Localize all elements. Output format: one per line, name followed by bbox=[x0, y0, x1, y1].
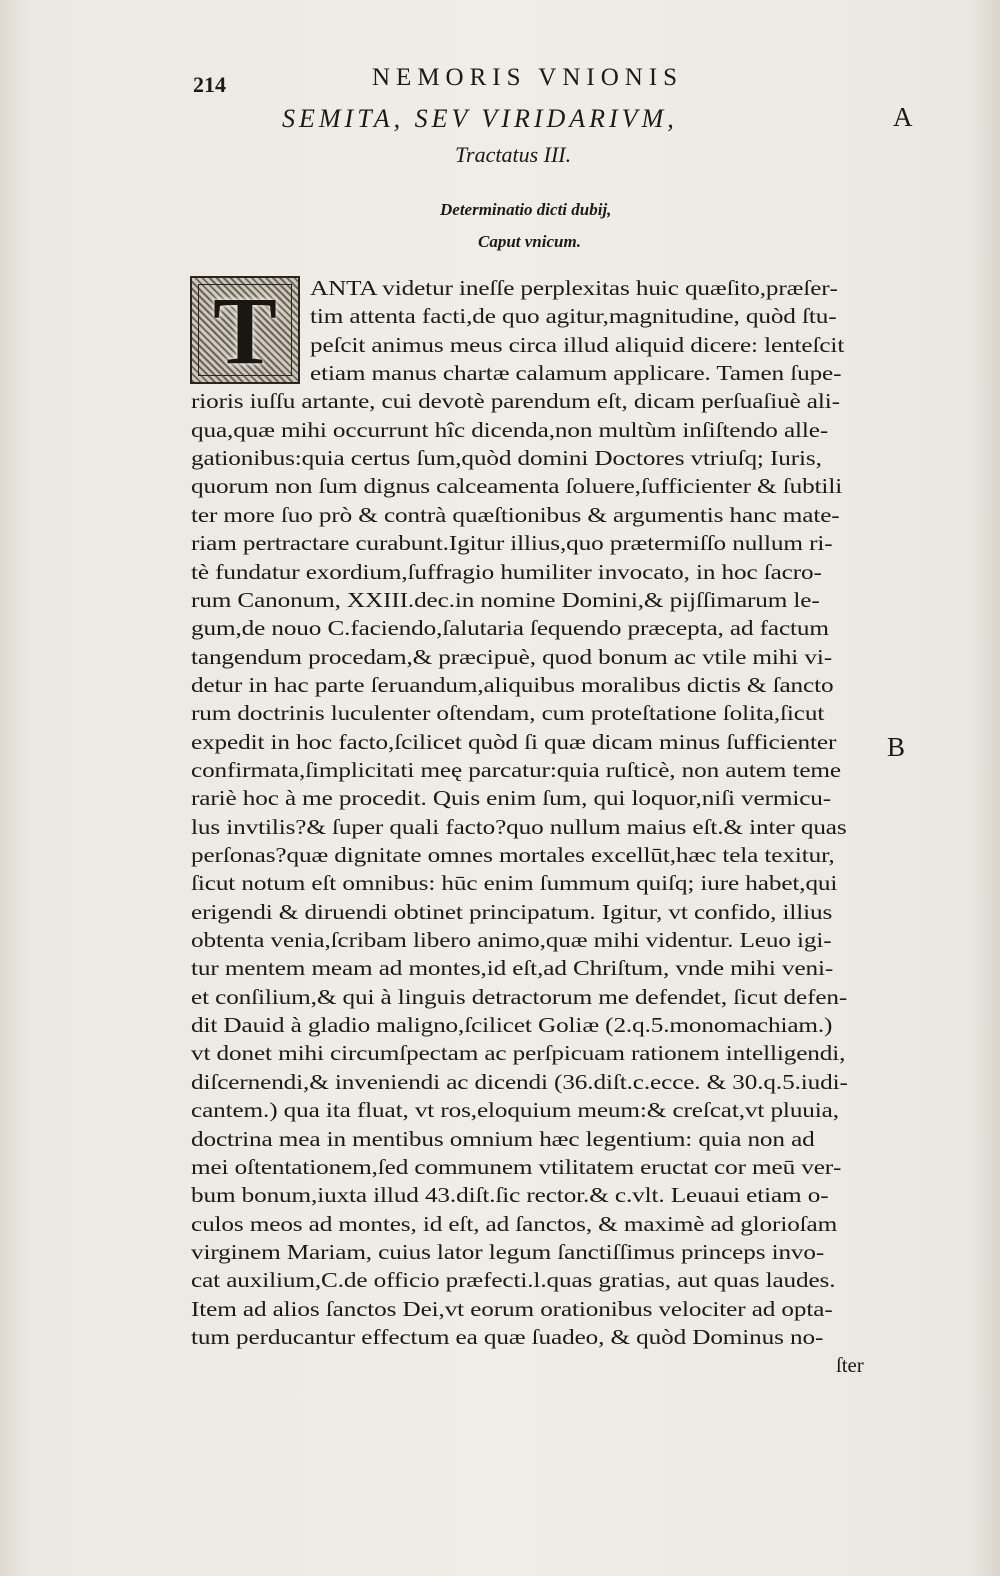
text-line: ſter bbox=[836, 1353, 864, 1378]
text-line: erigendi & diruendi obtinet principatum. Igitur, vt confido, illius bbox=[191, 899, 833, 924]
text-line: rum doctrinis luculenter oſtendam, cum proteſtatione ſolita,ſicut bbox=[191, 701, 825, 726]
treatise-subtitle: Tractatus III. bbox=[455, 142, 572, 167]
text-line: riam pertractare curabunt.Igitur illius,quo prætermiſſo nullum ri‐ bbox=[191, 531, 833, 556]
chapter-heading: Determinatio dicti dubij, bbox=[440, 200, 612, 219]
page-number: 214 bbox=[193, 72, 226, 97]
running-title: NEMORIS VNIONIS bbox=[372, 64, 684, 91]
text-line: vt donet mihi circumſpectam ac perſpicuam rationem intelligendi, bbox=[191, 1041, 846, 1066]
text-line: tum perducantur effectum ea quæ ſuadeo, & quòd Dominus no‐ bbox=[191, 1324, 824, 1349]
text-line: tim attenta facti,de quo agitur,magnitudine, quòd ſtu‐ bbox=[310, 304, 837, 329]
text-line: detur in hac parte ſeruandum,aliquibus moralibus dictis & ſancto bbox=[191, 672, 834, 697]
text-line: bum bonum,iuxta illud 43.diſt.ſic rector.& c.vlt. Leuaui etiam o‐ bbox=[191, 1183, 829, 1208]
initial-letter: T bbox=[212, 276, 278, 384]
text-line: cat auxilium,C.de officio præfecti.l.quas gratias, aut quas laudes. bbox=[191, 1268, 836, 1293]
text-line: obtenta venia,ſcribam libero animo,quæ mihi videntur. Leuo igi‐ bbox=[191, 928, 832, 953]
text-line: gum,de nouo C.faciendo,ſalutaria ſequendo præcepta, ad factum bbox=[191, 616, 829, 641]
text-line: culos meos ad montes, id eſt, ad ſanctos, & maximè ad glorioſam bbox=[191, 1211, 838, 1236]
text-line: tè fundatur exordium,ſuffragio humiliter invocato, in hoc ſacro‐ bbox=[191, 559, 822, 584]
text-line: diſcernendi,& inveniendi ac dicendi (36.diſt.c.ecce. & 30.q.5.iudi‐ bbox=[191, 1069, 848, 1094]
text-line: cantem.) qua ita fluat, vt ros,eloquium meum:& creſcat,vt pluuia, bbox=[191, 1098, 839, 1123]
margin-letter-b: B bbox=[887, 732, 906, 762]
text-line: etiam manus chartæ calamum applicare. Tamen ſupe‐ bbox=[310, 361, 842, 386]
text-line: Item ad alios ſanctos Dei,vt eorum orationibus velociter ad opta‐ bbox=[191, 1296, 833, 1321]
text-line: ſicut notum eſt omnibus: hūc enim ſummum quiſq; iure habet,qui bbox=[191, 871, 838, 896]
text-line: confirmata,ſimplicitati meę parcatur:quia ruſticè, non autem teme bbox=[191, 757, 841, 782]
text-line: rioris iuſſu artante, cui devotè parendum eſt, dicam perſuaſiuè ali‐ bbox=[191, 389, 840, 414]
text-line: tangendum procedam,& præcipuè, quod bonum ac vtile mihi vi‐ bbox=[191, 644, 832, 669]
text-line: mei oſtentationem,ſed communem vtilitatem eructat cor meū ver‐ bbox=[191, 1154, 842, 1179]
text-line: ter more ſuo prò & contrà quæſtionibus & argumentis hanc mate‐ bbox=[191, 502, 840, 527]
text-line: lus invtilis?& ſuper quali facto?quo nullum maius eſt.& inter quas bbox=[191, 814, 847, 839]
text-line: et conſilium,& qui à linguis detractorum me defendet, ſicut defen‐ bbox=[191, 984, 848, 1009]
text-line: expedit in hoc facto,ſcilicet quòd ſi quæ dicam minus ſufficienter bbox=[191, 729, 837, 754]
text-line: perſonas?quæ dignitate omnes mortales excellūt,hæc tela texitur, bbox=[191, 843, 835, 867]
decorated-initial bbox=[190, 276, 300, 384]
margin-letter-a: A bbox=[893, 102, 913, 132]
text-line: quorum non ſum dignus calceamenta ſoluere,ſufficienter & ſubtili bbox=[191, 474, 843, 499]
text-line: virginem Mariam, cuius lator legum ſanctiſſimus princeps invo‐ bbox=[191, 1239, 825, 1264]
text-line: rum Canonum, XXIII.dec.in nomine Domini,& pijſſimarum le‐ bbox=[191, 587, 820, 612]
text-line: qua,quæ mihi occurrunt hîc dicenda,non multùm inſiſtendo alle‐ bbox=[191, 417, 829, 442]
text-line: ANTA videtur ineſſe perplexitas huic quæſito,præſer‐ bbox=[310, 276, 838, 300]
text-line: doctrina mea in mentibus omnium hæc legentium: quia non ad bbox=[191, 1126, 815, 1151]
text-line: gationibus:quia certus ſum,quòd domini Doctores vtriuſq; Iuris, bbox=[191, 446, 822, 471]
text-line: rariè hoc à me procedit. Quis enim ſum, qui loquor,niſi vermicu‐ bbox=[191, 786, 832, 811]
chapter-subheading: Caput vnicum. bbox=[478, 232, 581, 251]
section-title: SEMITA, SEV VIRIDARIVM, bbox=[282, 104, 678, 133]
text-line: tur mentem meam ad montes,id eſt,ad Chriſtum, vnde mihi veni‐ bbox=[191, 956, 834, 981]
text-line: dit Dauid à gladio maligno,ſcilicet Goliæ (2.q.5.monomachiam.) bbox=[191, 1013, 833, 1038]
text-line: peſcit animus meus circa illud aliquid dicere: lenteſcit bbox=[310, 332, 845, 357]
